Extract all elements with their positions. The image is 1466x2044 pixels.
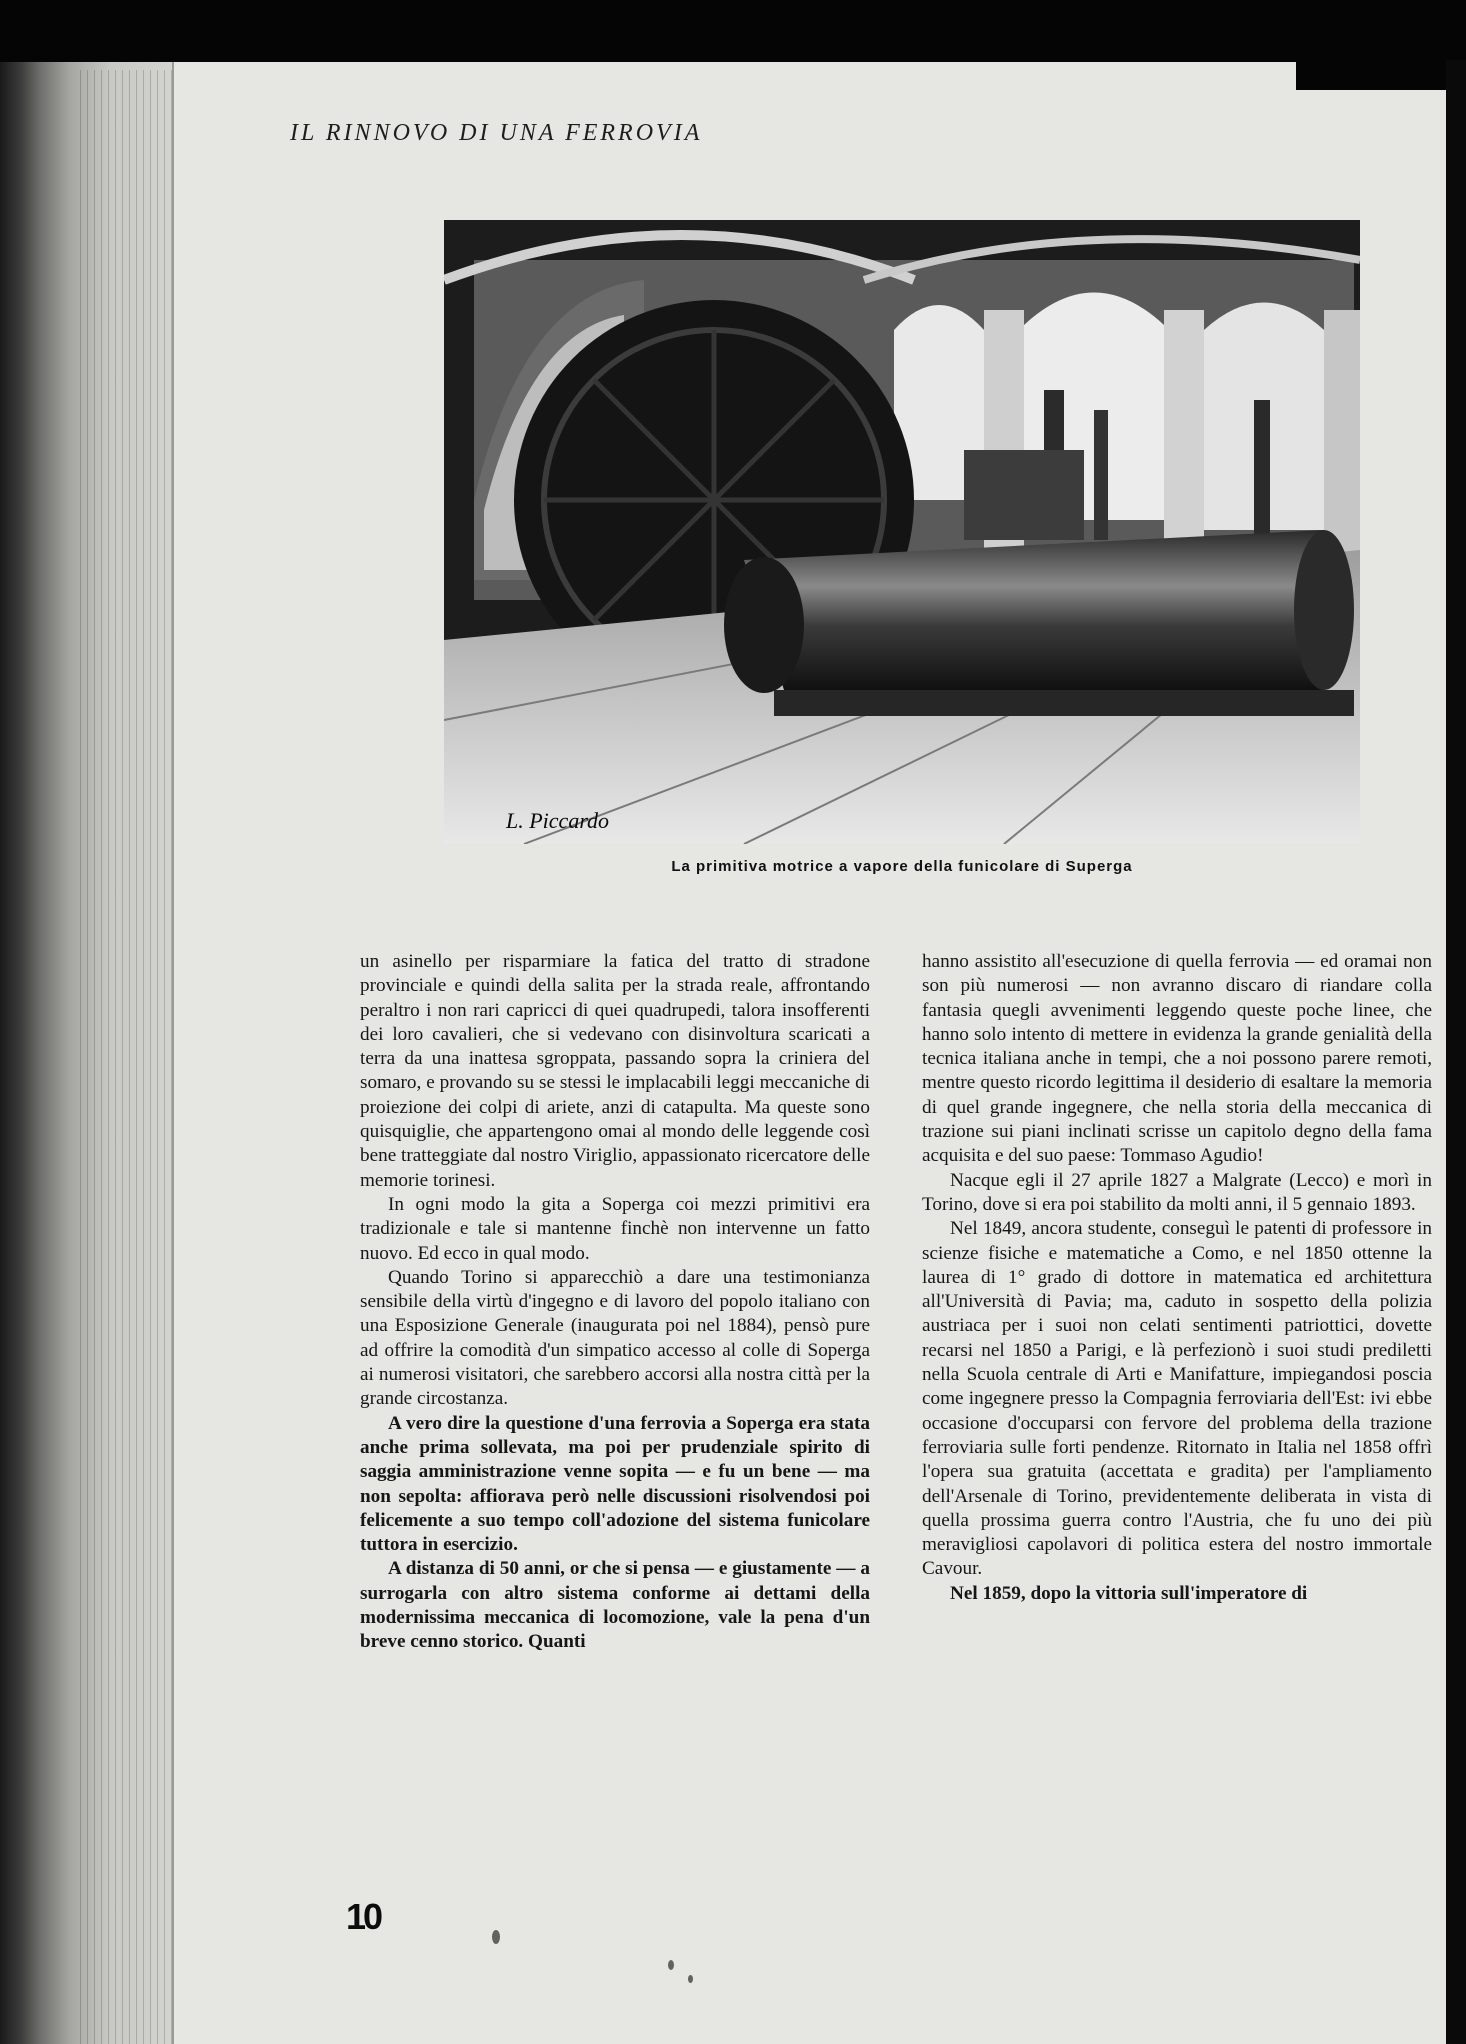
print-smudge — [668, 1960, 674, 1970]
page-number: 10 — [346, 1896, 381, 1937]
scan-top-border — [0, 0, 1466, 62]
print-smudge — [492, 1930, 500, 1944]
paragraph: Quando Torino si apparecchiò a dare una testimonianza sensibile della virtù d'ingegno e di lavoro del popolo italiano con una Esposizione Generale (inaugurata poi nel 1884), pensò pure ad offrire la comodità d'un simpatico accesso al colle di Soperga ai numerosi visitatori, che sarebbero accorsi alla nostra città per la grande circostanza. — [360, 1266, 870, 1410]
paragraph: Nel 1859, dopo la vittoria sull'imperatore di — [950, 1582, 1308, 1604]
scan-top-right-border — [1296, 0, 1466, 90]
paragraph: In ogni modo la gita a Soperga coi mezzi primitivi era tradizionale e tale si mantenne finchè non intervenne un fatto nuovo. Ed ecco in qual modo. — [360, 1193, 870, 1264]
paragraph: Nel 1849, ancora studente, conseguì le patenti di professore in scienze fisiche e matematiche a Como, e nel 1850 ottenne la laurea di 1° grado di dottore in matematica ed architettura all'Università di Pavia; ma, caduto in sospetto della polizia austriaca per i suoi non celati sentimenti patriottici, dovette recarsi nel 1850 a Parigi, e là perfezionò i suoi studi prediletti nella Scuola centrale di Arti e Manifatture, impiegandosi poscia come ingegnere presso la Compagnia ferroviaria dell'Est: ivi ebbe occasione d'occuparsi con fervore del problema della trazione ferroviaria sulle forti pendenze. Ritornato in Italia nel 1858 offrì l'opera sua gratuita (accettata e gradita) per l'ampliamento dell'Arsenale di Torino, previdentemente deliberata in vista di quella prossima guerra contro l'Austria, che fu uno dei più meravigliosi capolavori di politica estera del nostro immortale Cavour. — [922, 1218, 1432, 1580]
scan-right-border — [1446, 60, 1466, 2044]
photo-signature: L. Piccardo — [506, 808, 610, 833]
paragraph: A distanza di 50 anni, or che si pensa — e giustamente — a surrogarla con altro sistema conforme ai dettami della modernissima meccanica di locomozione, vale la pena d'un breve cenno storico. Quanti — [360, 1558, 870, 1653]
paragraph: A vero dire la questione d'una ferrovia a Soperga era stata anche prima sollevata, ma poi per prudenziale spirito di saggia amministrazione venne sopita — e fu un bene — ma non sepolta: affiorava però nelle discussioni risolvendosi poi felicemente a suo tempo coll'adozione del sistema funicolare tuttora in esercizio. — [360, 1412, 870, 1556]
engine-room-photo — [444, 220, 1360, 844]
right-column — [922, 950, 1432, 1606]
print-smudge — [688, 1975, 693, 1983]
running-head: IL RINNOVO DI UNA FERROVIA — [290, 120, 703, 146]
paragraph: hanno assistito all'esecuzione di quella ferrovia — ed oramai non son più numerosi — non avranno discaro di riandare colla fantasia quegli avvenimenti leggendo queste poche linee, che hanno solo intento di mettere in evidenza la grande genialità della tecnica italiana anche in tempi, che a noi possono parere remoti, mentre questo ricordo legittima il desiderio di esaltare la memoria di quel grande ingegnere, che nella storia della meccanica di trazione sui piani inclinati scrisse un capitolo degno della fama acquisita e del suo paese: Tommaso Agudio! — [922, 951, 1432, 1167]
paragraph: Nacque egli il 27 aprile 1827 a Malgrate (Lecco) e morì in Torino, dove si era poi stabilito da molti anni, il 5 gennaio 1893. — [922, 1169, 1432, 1215]
left-column — [360, 950, 870, 1655]
photo-caption: La primitiva motrice a vapore della funicolare di Superga — [671, 858, 1133, 875]
page-stack-edges — [80, 70, 180, 2044]
paragraph: un asinello per risparmiare la fatica del tratto di stradone provinciale e quindi della salita per la strada reale, affrontando peraltro i non rari capricci di quei quadrupedi, talora insofferenti dei loro cavalieri, che si vedevano con disinvoltura scaricati a terra da una inattesa sgroppata, passando sopra la criniera del somaro, e provando su se stessi le implacabili leggi meccaniche di proiezione dei colpi di ariete, anzi di catapulta. Ma queste sono quisquiglie, che appartengono omai al mondo delle leggende così bene tratteggiate dal nostro Viriglio, appassionato ricercatore delle memorie torinesi. — [360, 951, 870, 1191]
